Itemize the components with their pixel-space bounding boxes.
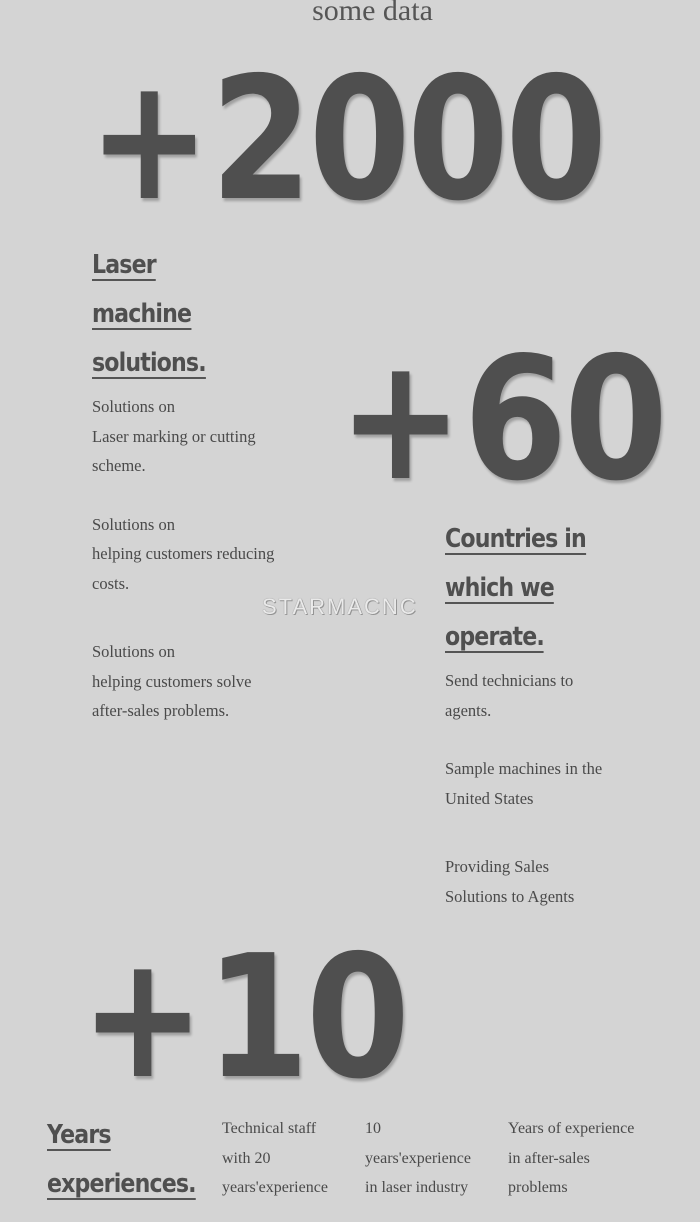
watermark: STARMACNC [262, 594, 418, 619]
page-title: some data [312, 0, 433, 27]
heading-line: Years [47, 1120, 111, 1150]
stat-60-details [445, 666, 602, 940]
heading-line: machine [92, 299, 192, 329]
plus-sign: + [80, 919, 206, 1117]
stat-value: 2000 [210, 41, 604, 239]
stat-10-heading [47, 1111, 196, 1209]
stat-10-number [80, 918, 407, 1118]
stat-2000-details [92, 392, 274, 755]
heading-line: Countries in [445, 524, 586, 554]
detail-paragraph: Providing Sales Solutions to Agents [445, 857, 575, 906]
stat-60-heading [445, 515, 586, 662]
detail-paragraph: Solutions on Laser marking or cutting scheme. [92, 397, 256, 475]
years-column: 10 years'experience in laser industry [365, 1120, 471, 1196]
stat-2000-number [88, 40, 604, 240]
stat-2000-heading [92, 241, 206, 388]
detail-paragraph: Sample machines in the United States [445, 759, 603, 808]
heading-line: which we [445, 573, 554, 603]
heading-line: Laser [92, 250, 156, 280]
heading-line: experiences. [47, 1169, 196, 1199]
stat-60-number [338, 320, 665, 520]
years-column: Years of experience in after-sales problems [508, 1120, 635, 1196]
plus-sign: + [88, 41, 211, 239]
plus-sign: + [338, 321, 464, 519]
stat-value: 60 [463, 321, 665, 519]
heading-line: operate. [445, 622, 544, 652]
stat-value: 10 [205, 919, 407, 1117]
years-column: Technical staff with 20 years'experience [222, 1120, 328, 1196]
detail-paragraph: Solutions on helping customers solve after-sales problems. [92, 642, 252, 720]
heading-line: solutions. [92, 348, 206, 378]
detail-paragraph: Solutions on helping customers reducing costs. [92, 514, 275, 593]
detail-paragraph: Send technicians to agents. [445, 671, 574, 720]
